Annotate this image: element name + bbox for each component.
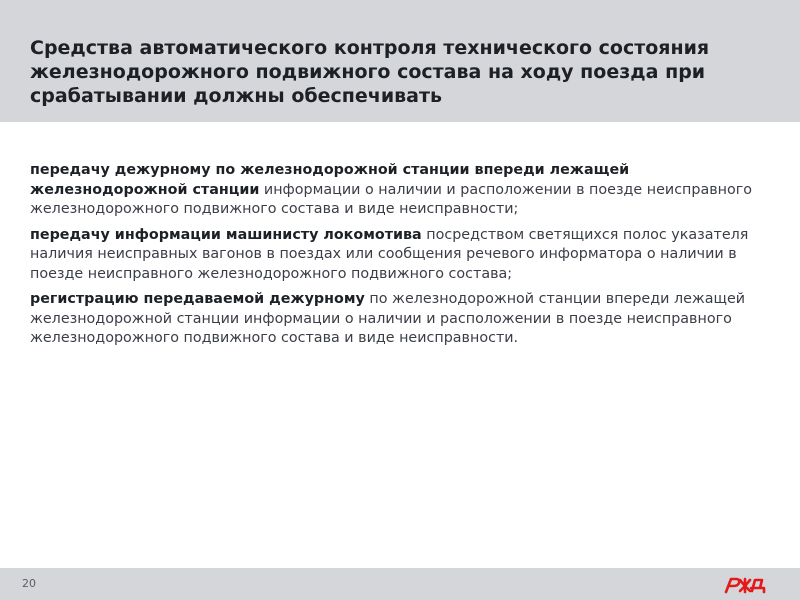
- list-item-text: по железнодорожной станции впереди лежащей железнодорожной станции информации о наличии и расположении в поезде неисправного железнодорожного подвижного состава и виде неисправности.: [30, 291, 746, 346]
- footer-band: [0, 568, 800, 600]
- page-number: 20: [22, 577, 36, 590]
- slide-title: Средства автоматического контроля технического состояния железнодорожного подвижного состава на ходу поезда при срабатывании должны обеспечивать: [30, 37, 710, 107]
- list-item-text: посредством светящихся полос указателя наличия неисправных вагонов в поездах или сообщения речевого информатора о наличии в поезде неисправного железнодорожного подвижного состава;: [30, 226, 749, 282]
- list-item-lead: передачу информации машинисту локомотива: [30, 226, 422, 243]
- list-item-lead: регистрацию передаваемой дежурному: [30, 291, 365, 307]
- list-item: [30, 290, 770, 349]
- requirements-list: [30, 161, 770, 355]
- list-item: [30, 161, 770, 220]
- rzd-logo-icon: [722, 574, 768, 594]
- list-item-text: информации о наличии и расположении в поезде неисправного железнодорожного подвижного состава и виде неисправности;: [30, 181, 753, 217]
- list-item-lead: передачу дежурному по железнодорожной станции впереди лежащей железнодорожной станции: [30, 162, 630, 198]
- list-item: [30, 226, 770, 285]
